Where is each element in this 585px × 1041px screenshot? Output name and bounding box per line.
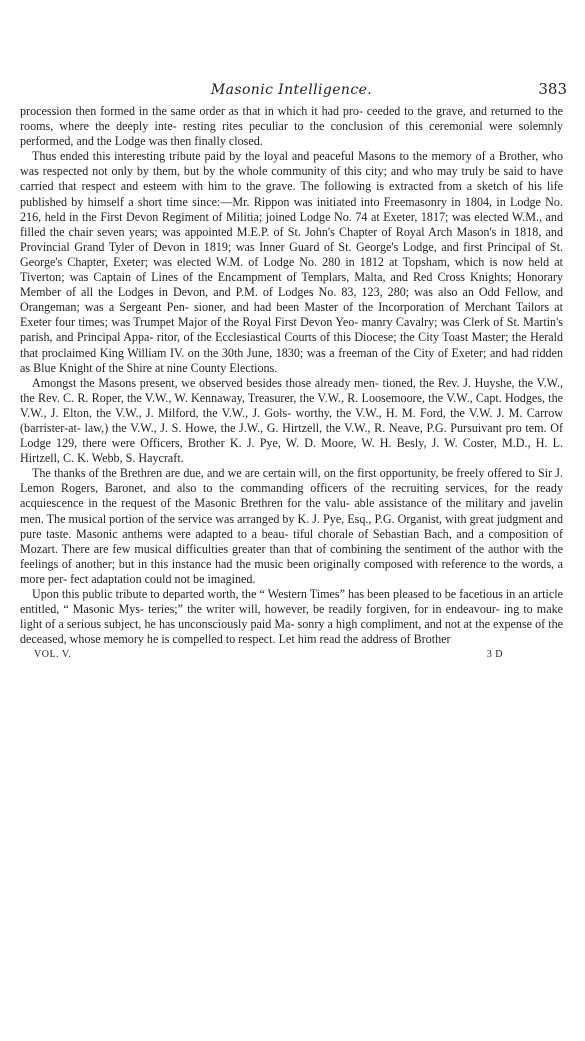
paragraph: The thanks of the Brethren are due, and we are certain will, on the first opportunity, be freely offered to Sir J. Lemon Rogers, Baronet, and also to the commanding officers of the recruiting services, for the ready acquiescence in the request of the Masonic Brethren for the valu- able assistance of the military and javelin men. The musical portion of the service was arranged by K. J. Pye, Esq., P.G. Organist, with great judgment and pure taste. Masonic anthems were adapted to a beau- tiful chorale of Sebastian Bach, and a composition of Mozart. There are few musical difficulties greater than that of combining the sentiment of the author with the feelings of another; but in this instance had the music been originally composed with reference to the words, a more per- fect adaptation could not be imagined. [20,466,563,586]
article-body [20,104,563,647]
page-number: 383 [538,80,567,98]
paragraph: Thus ended this interesting tribute paid by the loyal and peaceful Masons to the memory of a Brother, who was respected not only by them, but by the whole community of this city; and who may truly be said to have carried that respect and esteem with him to the grave. The following is extracted from a sketch of his life published by himself a short time since:—Mr. Rippon was initiated into Freemasonry in 1804, in Lodge No. 216, held in the First Devon Regiment of Militia; joined Lodge No. 74 at Exeter, 1817; was elected W.M., and filled the chair seven years; was appointed M.E.P. of St. John's Chapter of Royal Arch Mason's in 1818, and Provincial Grand Tyler of Devon in 1819; was Inner Guard of St. George's Lodge, and first Principal of St. George's Chapter, Exeter; was elected W.M. of Lodge No. 280 in 1812 at Topsham, which is now held at Tiverton; was Captain of Lines of the Encampment of Templars, Malta, and Red Cross Knights; Honorary Member of all the Lodges in Devon, and P.M. of Lodges No. 83, 123, 280; was also an Odd Fellow, and Orangeman; was a Sergeant Pen- sioner, and had been Master of the Incorporation of Merchant Tailors at Exeter four times; was Trumpet Major of the Royal First Devon Yeo- manry Cavalry; was Clerk of St. Martin's parish, and Principal Appa- ritor, of the Ecclesiastical Courts of this Diocese; the City Toast Master; the Herald that proclaimed King William IV. on the 30th June, 1830; was a freeman of the City of Exeter; and had ridden as Blue Knight of the Shire at nine County Elections. [20,149,563,375]
page [20,78,567,665]
volume-label: VOL. V. [34,649,72,661]
running-title: Masonic Intelligence. [210,82,373,98]
signature-mark: 3 D [486,649,503,661]
page-header [20,78,567,104]
paragraph: procession then formed in the same order as that in which it had pro- ceeded to the grave, and returned to the rooms, where the deeply inte- resting rites peculiar to the conclusion of this ceremonial were solemnly performed, and the Lodge was then finally closed. [20,104,563,149]
paragraph: Upon this public tribute to departed worth, the “ Western Times” has been pleased to be facetious in an article entitled, “ Masonic Mys- teries;” the writer will, however, be readily forgiven, for in endeavour- ing to make light of a serious subject, he has unconsciously paid Ma- sonry a high compliment, and not at the expense of the deceased, whose memory he is compelled to respect. Let him read the address of Brother [20,587,563,647]
paragraph: Amongst the Masons present, we observed besides those already men- tioned, the Rev. J. Huyshe, the V.W., the Rev. C. R. Roper, the V.W., W. Kennaway, Treasurer, the V.W., R. Loosemoore, the V.W., Capt. Hodges, the V.W., J. Elton, the V.W., J. Milford, the V.W., J. Gols- worthy, the V.W., H. M. Ford, the V.W. J. M. Carrow (barrister-at- law,) the V.W., J. S. Howe, the J.W., G. Hirtzell, the V.W., R. Neave, P.G. Pursuivant pro tem. Of Lodge 129, there were Officers, Brother K. J. Pye, W. D. Moore, W. H. Besly, J. W. Coster, M.D., H. L. Hirtzell, C. K. Webb, S. Haycraft. [20,375,563,466]
page-footer [20,649,563,665]
